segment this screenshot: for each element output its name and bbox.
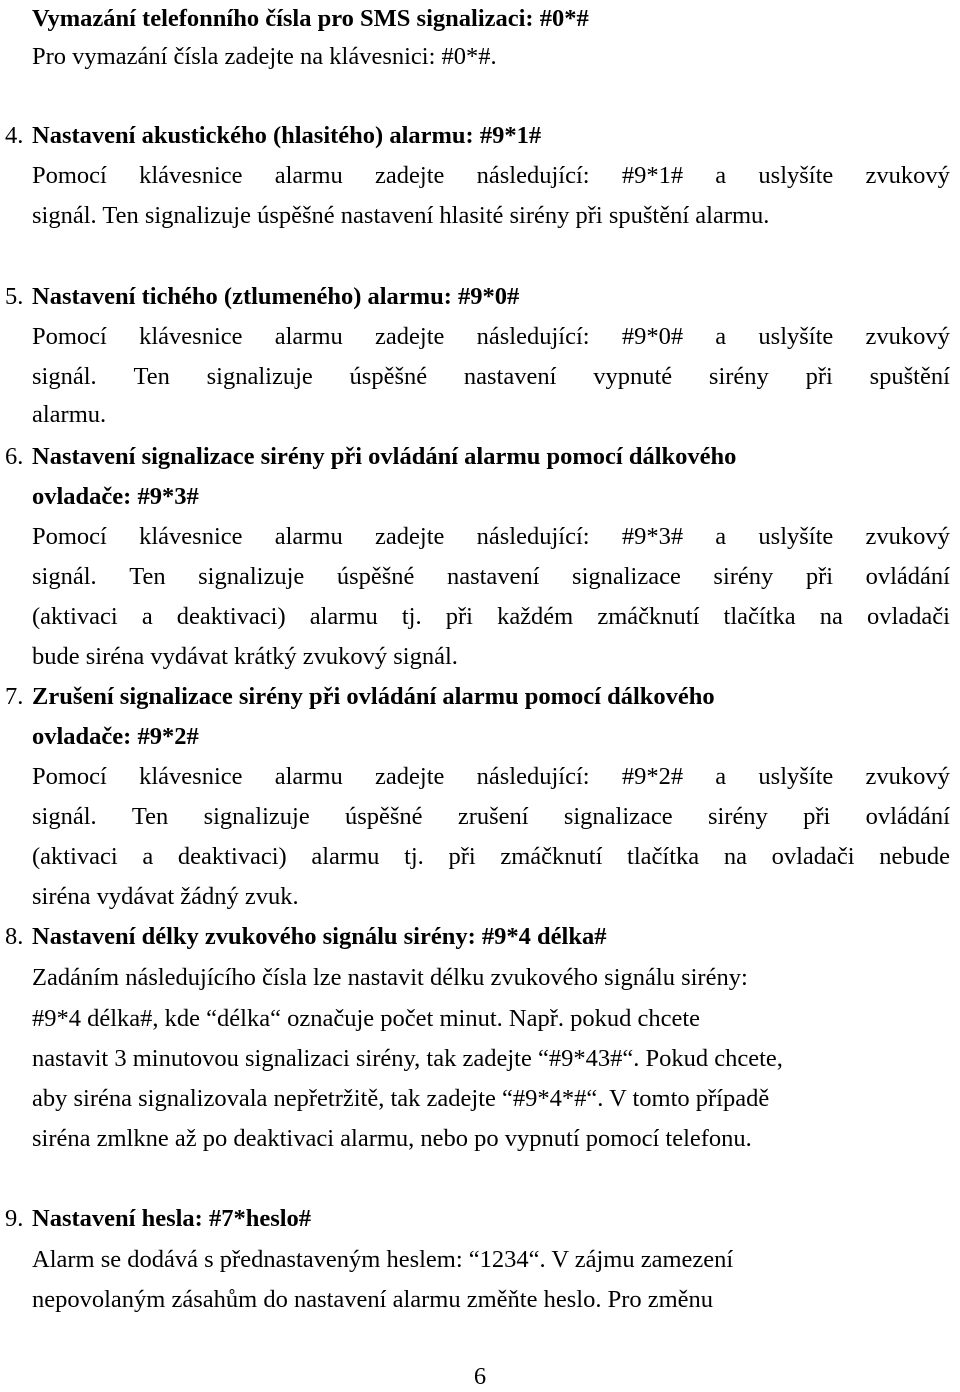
- word: zmáčknutí: [500, 843, 603, 870]
- intro-text: Pro vymazání čísla zadejte na klávesnici: #0*#.: [32, 43, 497, 70]
- word: zmáčknutí: [597, 603, 700, 630]
- word: při: [445, 603, 473, 630]
- word: signalizuje: [206, 363, 313, 390]
- section-8-number: 8.: [5, 923, 24, 950]
- section-8-line-1: Zadáním následujícího čísla lze nastavit délku zvukového signálu sirény:: [32, 964, 748, 991]
- word: deaktivaci): [176, 603, 286, 630]
- word: zvukový: [865, 162, 950, 189]
- word: uslyšíte: [758, 162, 834, 189]
- section-6-line-2: [32, 562, 950, 592]
- word: Pomocí: [32, 763, 107, 790]
- section-6-line-1: [32, 522, 950, 552]
- word: zrušení: [457, 803, 529, 830]
- word: zadejte: [375, 523, 445, 550]
- section-6-line-4: bude siréna vydávat krátký zvukový signál.: [32, 643, 458, 670]
- section-5-number: 5.: [5, 283, 24, 310]
- word: #9*0#: [621, 323, 684, 350]
- section-9-heading: Nastavení hesla: #7*heslo#: [32, 1205, 312, 1232]
- word: #9*2#: [621, 763, 684, 790]
- word: ovladači: [771, 843, 855, 870]
- word: Ten: [131, 803, 169, 830]
- word: alarmu: [274, 162, 343, 189]
- word: následující:: [476, 763, 590, 790]
- word: uslyšíte: [758, 523, 834, 550]
- word: alarmu: [274, 763, 343, 790]
- word: nebude: [879, 843, 950, 870]
- section-7-line-2: [32, 802, 950, 832]
- word: (aktivaci: [32, 843, 118, 870]
- section-8-line-3: nastavit 3 minutovou signalizaci sirény, tak zadejte “#9*43#“. Pokud chcete,: [32, 1045, 783, 1072]
- word: signál.: [32, 363, 97, 390]
- word: deaktivaci): [177, 843, 287, 870]
- word: uslyšíte: [758, 323, 834, 350]
- word: následující:: [476, 323, 590, 350]
- word: tlačítka: [627, 843, 700, 870]
- word: signalizace: [563, 803, 673, 830]
- word: nastavení: [446, 563, 540, 590]
- section-7-heading-1: Zrušení signalizace sirény při ovládání alarmu pomocí dálkového: [32, 683, 715, 710]
- word: zvukový: [865, 523, 950, 550]
- section-6-line-3: [32, 602, 950, 632]
- word: úspěšné: [336, 563, 415, 590]
- word: zvukový: [865, 323, 950, 350]
- section-8-line-5: siréna zmlkne až po deaktivaci alarmu, nebo po vypnutí pomocí telefonu.: [32, 1125, 752, 1152]
- section-7-number: 7.: [5, 683, 24, 710]
- word: ovládání: [865, 563, 950, 590]
- word: a: [715, 523, 727, 550]
- word: uslyšíte: [758, 763, 834, 790]
- word: při: [805, 563, 834, 590]
- word: alarmu: [274, 523, 343, 550]
- page-number: 6: [473, 1363, 487, 1390]
- word: signalizuje: [198, 563, 305, 590]
- word: a: [715, 763, 727, 790]
- word: následující:: [476, 162, 590, 189]
- section-9-line-2: nepovolaným zásahům do nastavení alarmu změňte heslo. Pro změnu: [32, 1286, 714, 1313]
- word: nastavení: [463, 363, 557, 390]
- word: při: [448, 843, 476, 870]
- section-4-number: 4.: [5, 122, 24, 149]
- word: na: [819, 603, 843, 630]
- word: zadejte: [375, 162, 445, 189]
- section-5-line-3: alarmu.: [32, 401, 107, 428]
- section-4-heading: Nastavení akustického (hlasitého) alarmu: #9*1#: [32, 122, 542, 149]
- word: sirény: [707, 803, 768, 830]
- section-6-number: 6.: [5, 443, 24, 470]
- section-7-heading-2: ovladače: #9*2#: [32, 723, 199, 750]
- word: #9*3#: [621, 523, 684, 550]
- word: úspěšné: [349, 363, 428, 390]
- word: Pomocí: [32, 162, 107, 189]
- word: klávesnice: [139, 323, 243, 350]
- word: tj.: [401, 603, 422, 630]
- section-5-heading: Nastavení tichého (ztlumeného) alarmu: #9*0#: [32, 283, 520, 310]
- word: při: [803, 803, 831, 830]
- word: signál.: [32, 803, 97, 830]
- word: a: [142, 843, 154, 870]
- word: signalizace: [572, 563, 681, 590]
- word: Pomocí: [32, 323, 107, 350]
- word: každém: [497, 603, 574, 630]
- section-9-line-1: Alarm se dodává s přednastaveným heslem: “1234“. V zájmu zamezení: [32, 1246, 734, 1273]
- word: klávesnice: [139, 523, 243, 550]
- word: ovladači: [866, 603, 950, 630]
- word: vypnuté: [593, 363, 673, 390]
- word: sirény: [708, 363, 769, 390]
- section-7-line-4: siréna vydávat žádný zvuk.: [32, 883, 299, 910]
- section-4-line-2: signál. Ten signalizuje úspěšné nastavení hlasité sirény při spuštění alarmu.: [32, 202, 770, 229]
- section-7-line-3: [32, 842, 950, 872]
- word: signál.: [32, 563, 97, 590]
- word: zadejte: [375, 323, 445, 350]
- word: úspěšné: [344, 803, 423, 830]
- intro-title: Vymazání telefonního čísla pro SMS signalizaci: #0*#: [32, 5, 589, 32]
- section-9-number: 9.: [5, 1205, 24, 1232]
- word: ovládání: [865, 803, 950, 830]
- word: a: [715, 323, 727, 350]
- word: signalizuje: [203, 803, 310, 830]
- word: #9*1#: [621, 162, 684, 189]
- section-7-line-1: [32, 762, 950, 792]
- word: a: [715, 162, 727, 189]
- section-6-heading-1: Nastavení signalizace sirény při ovládání alarmu pomocí dálkového: [32, 443, 737, 470]
- word: tlačítka: [723, 603, 796, 630]
- word: klávesnice: [139, 763, 243, 790]
- word: alarmu: [309, 603, 378, 630]
- section-8-heading: Nastavení délky zvukového signálu sirény: #9*4 délka#: [32, 923, 607, 950]
- section-4-line-1: [32, 161, 950, 191]
- section-5-line-1: [32, 322, 950, 352]
- word: Pomocí: [32, 523, 107, 550]
- word: tj.: [404, 843, 424, 870]
- word: a: [141, 603, 153, 630]
- word: následující:: [476, 523, 590, 550]
- word: na: [723, 843, 747, 870]
- section-8-line-2: #9*4 délka#, kde “délka“ označuje počet minut. Např. pokud chcete: [32, 1005, 701, 1032]
- word: klávesnice: [139, 162, 243, 189]
- word: Ten: [129, 563, 166, 590]
- word: spuštění: [869, 363, 950, 390]
- word: alarmu: [274, 323, 343, 350]
- word: (aktivaci: [32, 603, 118, 630]
- word: alarmu: [311, 843, 380, 870]
- word: Ten: [133, 363, 170, 390]
- section-8-line-4: aby siréna signalizovala nepřetržitě, tak zadejte “#9*4*#“. V tomto případě: [32, 1085, 770, 1112]
- word: zadejte: [375, 763, 445, 790]
- word: sirény: [713, 563, 774, 590]
- section-5-line-2: [32, 362, 950, 392]
- section-6-heading-2: ovladače: #9*3#: [32, 483, 199, 510]
- word: při: [805, 363, 833, 390]
- word: zvukový: [865, 763, 950, 790]
